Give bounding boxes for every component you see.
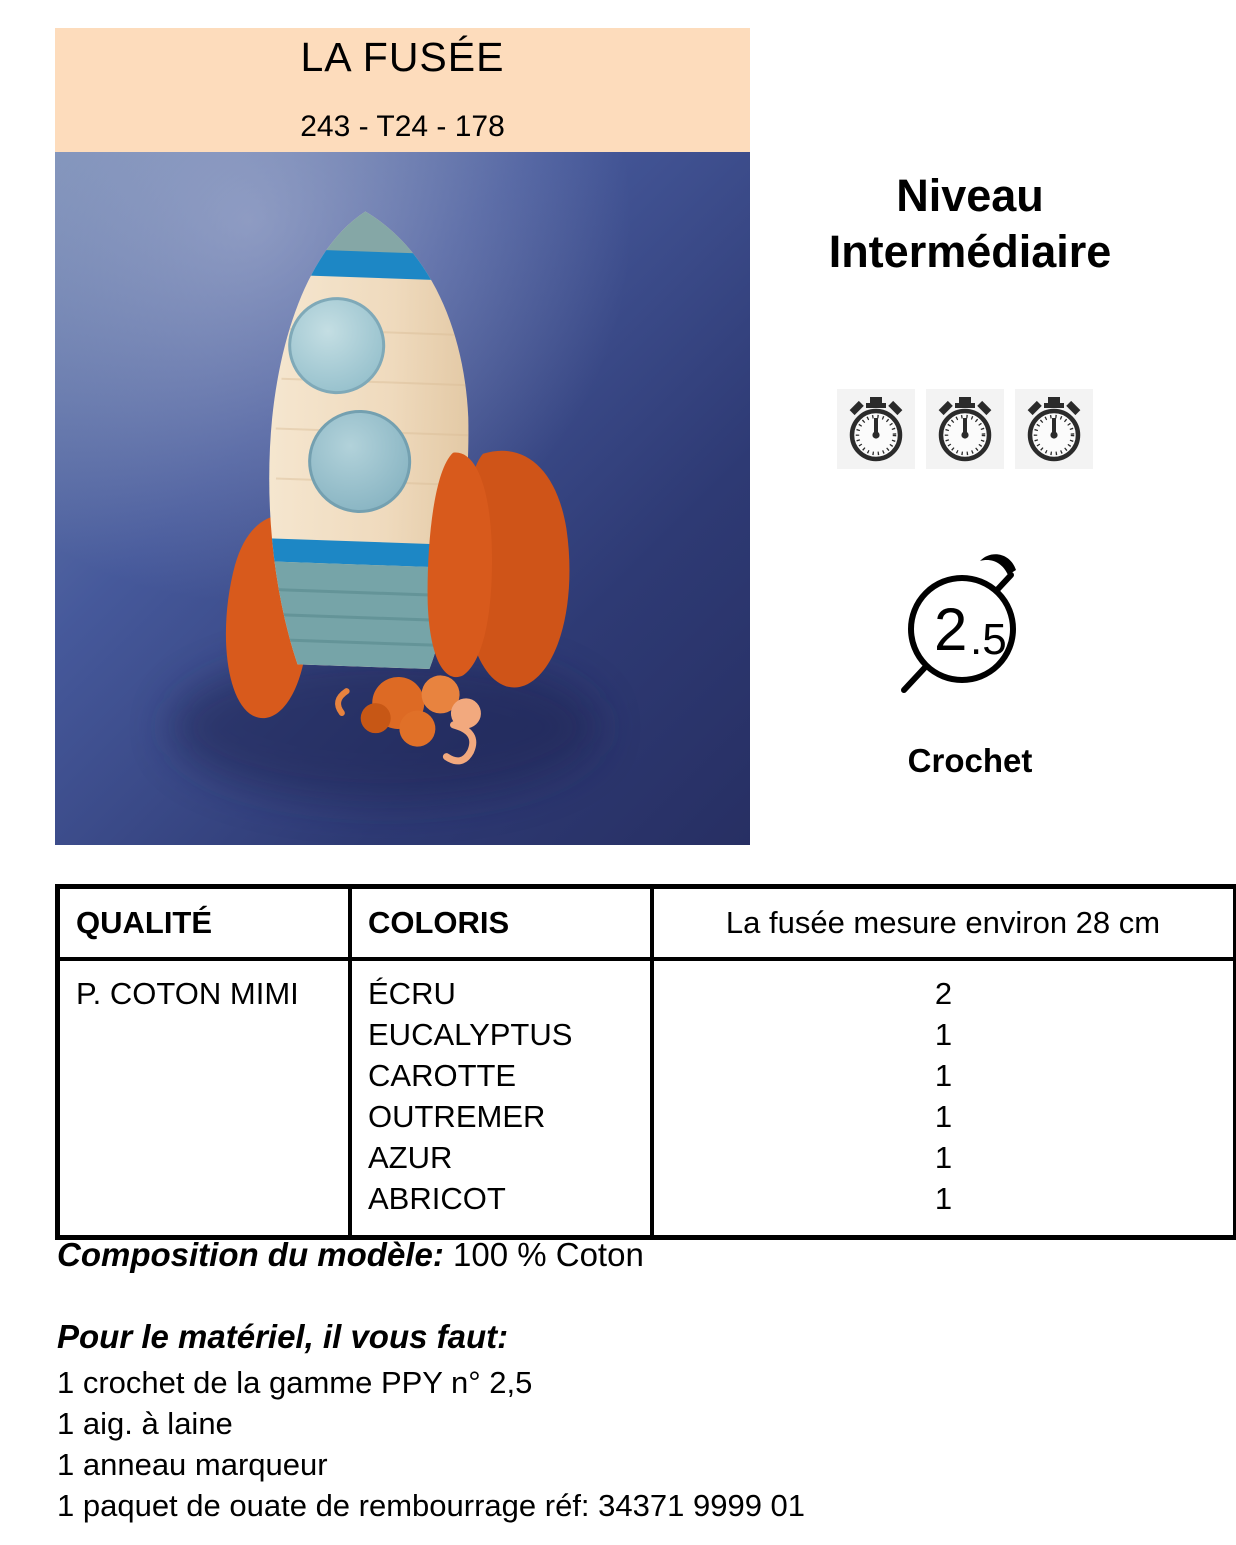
coloris-cell [350,959,652,1238]
col-header-coloris: COLORIS [350,887,652,960]
color-qty: 1 [934,1140,953,1175]
composition-line [57,1236,644,1274]
color-name: ABRICOT [368,1181,506,1216]
pattern-reference: 243 - T24 - 178 [300,110,505,143]
material-item: 1 aig. à laine [57,1406,233,1441]
color-name: OUTREMER [368,1099,546,1134]
color-name: AZUR [368,1140,453,1175]
level-heading [780,168,1160,281]
tool-label: Crochet [907,742,1033,779]
level-line1: Niveau [896,170,1044,221]
materials-list [57,1362,805,1526]
rocket-photo [55,152,750,845]
pattern-title: LA FUSÉE [300,34,505,80]
level-line2: Intermédiaire [828,226,1112,278]
hook-size-fraction: .5 [970,615,1007,664]
quality-cell: P. COTON MIMI [58,959,351,1238]
materials-heading: Pour le matériel, il vous faut: [57,1318,509,1355]
difficulty-icons [837,389,1093,469]
pattern-header [55,28,750,152]
color-name: ÉCRU [368,976,456,1011]
material-item: 1 anneau marqueur [57,1447,328,1482]
materials-table [55,884,1236,1240]
composition-label: Composition du modèle: [57,1236,444,1273]
color-qty: 2 [934,976,953,1011]
quantity-cell [652,959,1236,1238]
color-name: EUCALYPTUS [368,1017,573,1052]
stopwatch-icon [1015,389,1093,469]
material-item: 1 paquet de ouate de rembourrage réf: 34371 9999 01 [57,1488,806,1523]
table-body-row [58,959,1236,1238]
stopwatch-icon [837,389,915,469]
color-qty: 1 [934,1181,953,1216]
color-qty: 1 [934,1058,953,1093]
hook-size-integer: 2 [934,596,968,663]
stopwatch-icon [926,389,1004,469]
color-qty: 1 [934,1017,953,1052]
color-name: CAROTTE [368,1058,517,1093]
color-qty: 1 [934,1099,953,1134]
material-item: 1 crochet de la gamme PPY n° 2,5 [57,1365,533,1400]
hook-size-icon [890,542,1042,704]
composition-value: 100 % Coton [453,1236,644,1273]
col-header-qualite: QUALITÉ [58,887,351,960]
table-header-row [58,887,1236,960]
col-header-size-note: La fusée mesure environ 28 cm [652,887,1236,960]
